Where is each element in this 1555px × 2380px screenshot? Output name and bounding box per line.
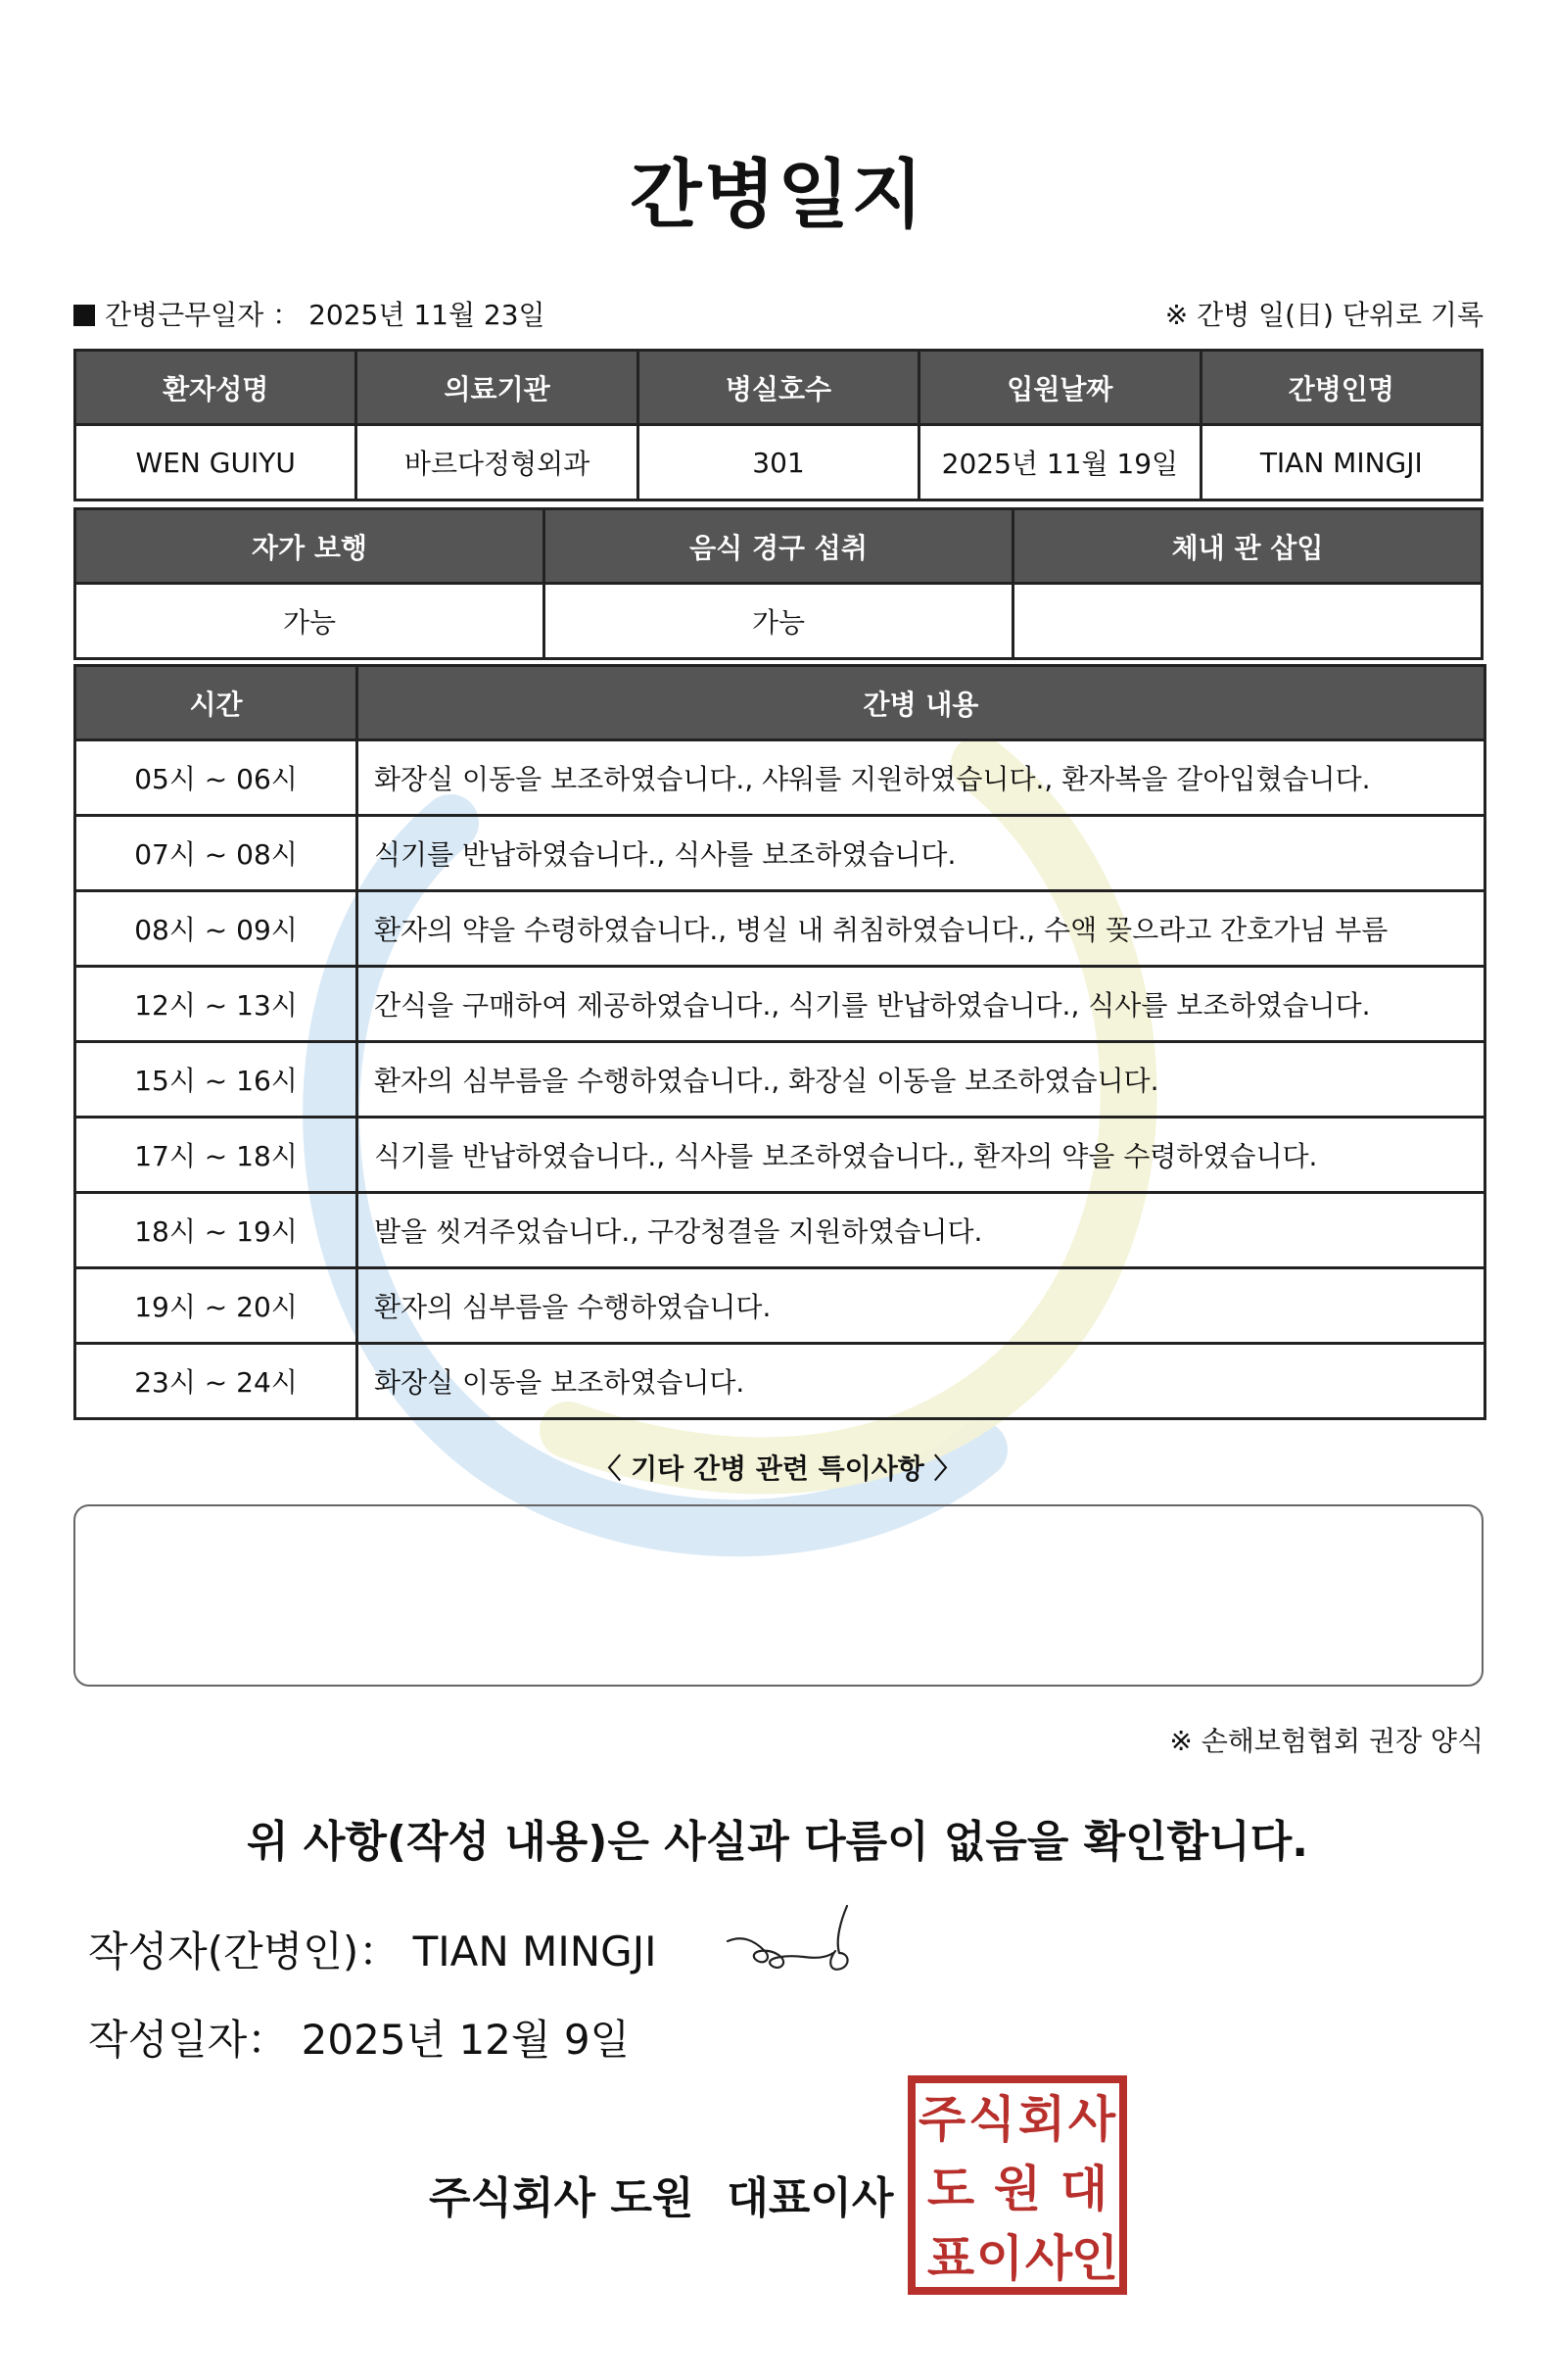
log-time: 17시 ~ 18시 <box>75 1118 357 1193</box>
log-time: 19시 ~ 20시 <box>75 1268 357 1344</box>
header-hospital: 의료기관 <box>356 351 637 425</box>
svg-text:식: 식 <box>967 2091 1016 2148</box>
log-time: 05시 ~ 06시 <box>75 740 357 816</box>
table-row <box>75 1118 1485 1193</box>
log-content: 환자의 심부름을 수행하였습니다., 화장실 이동을 보조하였습니다. <box>357 1042 1485 1118</box>
company-seal-stamp <box>907 2074 1128 2296</box>
notes-heading: 〈 기타 간병 관련 특이사항 〉 <box>593 1452 962 1485</box>
company-title: 대표이사 <box>727 2173 894 2223</box>
recommend-note: ※ 손해보험협회 권장 양식 <box>1169 1725 1484 1757</box>
header-patient-name: 환자성명 <box>75 351 356 425</box>
log-content: 발을 씻겨주었습니다., 구강청결을 지원하였습니다. <box>357 1193 1485 1268</box>
table-row <box>75 1193 1485 1268</box>
write-date-line: 작성일자： 2025년 12월 9일 <box>88 2016 631 2064</box>
svg-text:주: 주 <box>918 2091 966 2148</box>
log-content: 환자의 약을 수령하였습니다., 병실 내 취침하였습니다., 수액 꽂으라고 간호가님 부름 <box>357 891 1485 967</box>
special-notes-box <box>73 1504 1484 1687</box>
meta-row <box>73 294 1484 333</box>
care-date-value: 2025년 11월 23일 <box>308 299 545 331</box>
log-time: 15시 ~ 16시 <box>75 1042 357 1118</box>
header-room: 병실호수 <box>637 351 919 425</box>
header-caregiver-name: 간병인명 <box>1201 351 1482 425</box>
page-title: 간병일지 <box>630 151 925 238</box>
log-content: 환자의 심부름을 수행하였습니다. <box>357 1268 1485 1344</box>
header-time: 시간 <box>75 666 357 740</box>
table-row <box>75 740 1485 816</box>
care-log-table <box>73 664 1486 1420</box>
svg-text:인: 인 <box>1070 2230 1119 2287</box>
table-row <box>75 967 1485 1042</box>
confirm-statement: 위 사항(작성 내용)은 사실과 다름이 없음을 확인합니다. <box>247 1817 1308 1867</box>
log-content: 식기를 반납하였습니다., 식사를 보조하였습니다. <box>357 816 1485 891</box>
svg-text:이: 이 <box>975 2230 1024 2287</box>
svg-text:도: 도 <box>926 2161 975 2217</box>
care-date-label: 간병근무일자 <box>105 299 264 331</box>
handwritten-signature <box>720 1900 867 1988</box>
writer-name: TIAN MINGJI <box>412 1928 657 1975</box>
room-number: 301 <box>637 425 919 500</box>
header-care-content: 간병 내용 <box>357 666 1485 740</box>
oral-intake: 가능 <box>544 584 1013 659</box>
log-content: 화장실 이동을 보조하였습니다. <box>357 1344 1485 1419</box>
log-content: 화장실 이동을 보조하였습니다., 샤워를 지원하였습니다., 환자복을 갈아입혔습니다. <box>357 740 1485 816</box>
table-row <box>75 891 1485 967</box>
table-row <box>75 816 1485 891</box>
svg-text:회: 회 <box>1017 2091 1066 2148</box>
square-bullet-icon <box>73 305 95 326</box>
header-admission-date: 입원날짜 <box>919 351 1201 425</box>
hospital: 바르다정형외과 <box>356 425 637 500</box>
self-walking: 가능 <box>75 584 544 659</box>
care-date: 간병근무일자 ： 2025년 11월 23일 <box>73 294 545 333</box>
svg-text:사: 사 <box>1067 2091 1116 2148</box>
svg-text:표: 표 <box>926 2230 975 2287</box>
daily-note: ※ 간병 일(日) 단위로 기록 <box>1164 299 1484 331</box>
header-tube-insertion: 체내 관 삽입 <box>1013 509 1483 584</box>
write-date: 2025년 12월 9일 <box>301 2016 631 2064</box>
tube-insertion <box>1013 584 1483 659</box>
header-self-walking: 자가 보행 <box>75 509 544 584</box>
log-time: 07시 ~ 08시 <box>75 816 357 891</box>
company-signature <box>429 2163 893 2225</box>
svg-text:원: 원 <box>993 2161 1042 2217</box>
caregiver-name: TIAN MINGJI <box>1201 425 1482 500</box>
log-content: 식기를 반납하였습니다., 식사를 보조하였습니다., 환자의 약을 수령하였습니다. <box>357 1118 1485 1193</box>
log-time: 23시 ~ 24시 <box>75 1344 357 1419</box>
log-time: 12시 ~ 13시 <box>75 967 357 1042</box>
company-name: 주식회사 도원 <box>429 2173 694 2223</box>
table-row <box>75 1042 1485 1118</box>
svg-text:대: 대 <box>1060 2161 1108 2217</box>
admission-date: 2025년 11월 19일 <box>919 425 1201 500</box>
patient-info-table <box>73 349 1484 501</box>
patient-name: WEN GUIYU <box>75 425 356 500</box>
log-content: 간식을 구매하여 제공하였습니다., 식기를 반납하였습니다., 식사를 보조하였습니다. <box>357 967 1485 1042</box>
writer-line: 작성자(간병인)： TIAN MINGJI <box>88 1928 657 1975</box>
svg-text:사: 사 <box>1024 2230 1073 2287</box>
patient-status-table <box>73 507 1484 660</box>
table-row <box>75 1344 1485 1419</box>
table-row <box>75 1268 1485 1344</box>
header-oral-intake: 음식 경구 섭취 <box>544 509 1013 584</box>
log-time: 08시 ~ 09시 <box>75 891 357 967</box>
writer-label: 작성자(간병인) <box>88 1928 359 1975</box>
log-time: 18시 ~ 19시 <box>75 1193 357 1268</box>
write-date-label: 작성일자 <box>88 2016 248 2064</box>
